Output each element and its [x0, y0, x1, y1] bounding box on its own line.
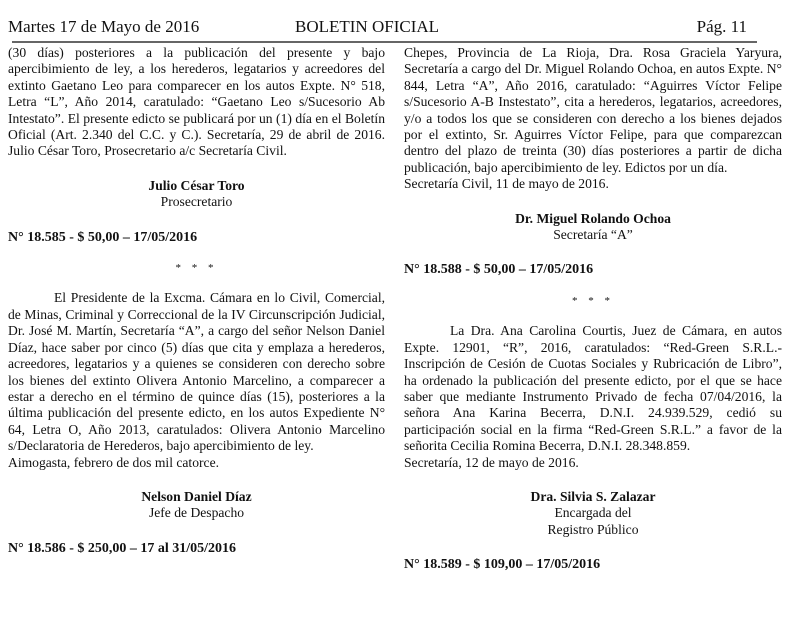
edict-number: N° 18.586 - $ 250,00 – 17 al 31/05/2016 — [8, 540, 237, 556]
page-number: Pág. 11 — [696, 17, 747, 36]
separator: * * * — [175, 262, 218, 275]
edict-text: El Presidente de la Excma. Cámara en lo Civil, Comercial, de Minas, Criminal y Correccional de la IV Circunscripción Judicial, Dr. José M. Martín, Secretaría “A”, a cargo del señor Nelson Daniel Díaz, hace saber por cinco (5) días que cita y emplaza a herederos, acreedores, legatarios y a quienes se consideren con derecho sobre los bienes del extinto Olivera Antonio Marcelino, a comparecer a estar a derecho en el término de quince días (15), posteriores a la última publicación del presente edicto, en los autos Expediente N° 64, Letra O, Año 2013, caratulados: Olivera Antonio Marcelino s/Declaratoria de Herederos, bajo apercibimiento de ley. — [8, 290, 385, 454]
right-column — [404, 45, 782, 574]
edict-text: La Dra. Ana Carolina Courtis, Juez de Cámara, en autos Expte. 12901, “R”, 2016, caratulados: “Red-Green S.R.L.- Inscripción de Cesión de Cuotas Sociales y Rubricación de Libro”, ha ordenado la publicación del presente edicto, por el que se hace saber que mediante Instrumento Privado de fecha 07/04/2016, la señora Ana Karina Becerra, D.N.I. 24.939.529, cedió su participación social en la firma “Red-Green S.R.L.” a favor de la señorita Cecilia Romina Becerra, D.N.I. 28.348.859. — [404, 323, 782, 454]
edict-text: Chepes, Provincia de La Rioja, Dra. Rosa Graciela Yaryura, Secretaría a cargo del Dr. Miguel Rolando Ochoa, en autos Expte. N° 844, Letra “A”, Año 2016, caratulado: “Aguirres Víctor Felipe s/Sucesorio A-B Instestato”, cita a herederos, legatarios, acreedores, y/o a todos los que se consideren con derecho a los bienes dejados por el extinto, Sr. Aguirres Víctor Felipe, para que comparezcan dentro del plazo de treinta (30) días posteriores a partir de dicha publicación, bajo apercibimiento de ley. Edictos por un día. — [404, 45, 782, 175]
signatory-role: Jefe de Despacho — [148, 505, 245, 521]
edict-number: N° 18.588 - $ 50,00 – 17/05/2016 — [404, 262, 594, 278]
publication-title: BOLETIN OFICIAL — [295, 17, 440, 36]
edict-number: N° 18.589 - $ 109,00 – 17/05/2016 — [404, 557, 601, 573]
signatory-name: Julio César Toro — [148, 177, 245, 193]
left-column — [8, 45, 385, 557]
signature-block — [404, 489, 782, 538]
signature-block — [8, 178, 385, 211]
signature-block — [404, 211, 782, 244]
edict-place-date: Aimogasta, febrero de dos mil catorce. — [8, 454, 220, 470]
edict-place-date: Secretaría, 12 de mayo de 2016. — [404, 454, 579, 470]
signatory-name: Nelson Daniel Díaz — [141, 488, 252, 504]
signatory-role: Encargada del — [554, 505, 632, 521]
signatory-role: Prosecretario — [160, 194, 233, 210]
signatory-role: Secretaría “A” — [553, 227, 633, 243]
signatory-name: Dra. Silvia S. Zalazar — [530, 488, 656, 504]
separator: * * * — [572, 294, 614, 307]
signatory-name: Dr. Miguel Rolando Ochoa — [515, 210, 671, 226]
header-date: Martes 17 de Mayo de 2016 — [8, 17, 200, 36]
signatory-role: Registro Público — [547, 521, 639, 537]
signature-block — [8, 489, 385, 522]
page-header — [8, 17, 758, 41]
edict-number: N° 18.585 - $ 50,00 – 17/05/2016 — [8, 229, 198, 245]
edict-text: (30 días) posteriores a la publicación del presente y bajo apercibimiento de ley, a los herederos, legatarios y acreedores del extinto Gaetano Leo para comparecer en los autos Expte. N° 518, Letra “L”, Año 2014, caratulado: “Gaetano Leo s/Sucesorio Ab Intestato”. El presente edicto se publicará por un (1) día en el Boletín Oficial (Art. 2.340 del C.C. y C.). Secretaría, 29 de abril de 2016. Julio César Toro, Prosecretario a/c Secretaría Civil. — [8, 45, 385, 159]
edict-place-date: Secretaría Civil, 11 de mayo de 2016. — [404, 176, 609, 192]
header-rule — [12, 41, 757, 43]
